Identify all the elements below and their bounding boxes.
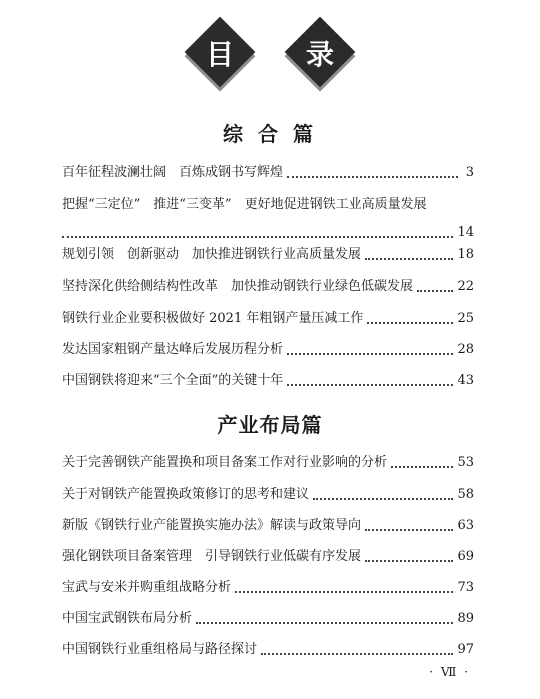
dot-leader <box>367 322 453 324</box>
toc-entry-page: 89 <box>457 611 474 626</box>
title-char-2: 录 <box>305 38 334 71</box>
toc-entry[interactable] <box>62 640 474 660</box>
toc-entry[interactable] <box>62 277 474 297</box>
dot-leader <box>365 258 453 260</box>
toc-entry-page: 43 <box>457 373 474 388</box>
toc-entry[interactable] <box>62 578 474 598</box>
dot-leader <box>196 622 453 624</box>
toc-entry-page: 58 <box>457 487 474 502</box>
toc-entry-title: 中国宝武钢铁布局分析 <box>62 611 193 626</box>
toc-entry-page: 14 <box>457 225 474 240</box>
toc-entry-page: 53 <box>457 455 474 470</box>
toc-entry[interactable] <box>62 245 474 265</box>
dot-leader <box>287 176 458 178</box>
dot-leader <box>365 529 453 531</box>
toc-entry-title: 把握“三定位” 推进“三变革” 更好地促进钢铁工业高质量发展 <box>62 197 427 212</box>
dot-leader <box>287 384 453 386</box>
section-heading-general: 综 合 篇 <box>223 122 317 146</box>
toc-entry-title: 规划引领 创新驱动 加快推进钢铁行业高质量发展 <box>62 247 362 262</box>
toc-entry-title: 发达国家粗钢产量达峰后发展历程分析 <box>62 342 284 357</box>
dot-leader <box>313 498 453 500</box>
dot-leader <box>62 236 453 238</box>
toc-entry-title: 中国钢铁行业重组格局与路径探讨 <box>62 642 258 657</box>
toc-entry-title: 百年征程波澜壮阔 百炼成钢书写辉煌 <box>62 165 284 180</box>
toc-entry-title: 关于完善钢铁产能置换和项目备案工作对行业影响的分析 <box>62 455 388 470</box>
section-heading-industry-layout: 产业布局篇 <box>217 413 323 437</box>
dot-leader <box>235 591 453 593</box>
toc-entry[interactable] <box>62 547 474 567</box>
toc-entry-page: 63 <box>457 518 474 533</box>
toc-entry[interactable] <box>62 309 474 329</box>
toc-entry-page: 28 <box>457 342 474 357</box>
toc-entry-page: 18 <box>457 247 474 262</box>
dot-leader <box>417 290 453 292</box>
toc-entry[interactable] <box>62 609 474 629</box>
toc-title <box>190 22 360 82</box>
toc-entry-page: 3 <box>465 165 474 180</box>
toc-entry[interactable] <box>62 371 474 391</box>
toc-entry[interactable] <box>62 485 474 505</box>
title-char-1: 目 <box>205 38 234 71</box>
toc-entry[interactable] <box>62 163 474 183</box>
dot-leader <box>261 653 453 655</box>
toc-entry-title: 关于对钢铁产能置换政策修订的思考和建议 <box>62 487 310 502</box>
toc-entry[interactable] <box>62 453 474 473</box>
dot-leader <box>365 560 453 562</box>
toc-entry-page: 69 <box>457 549 474 564</box>
toc-entry-title: 钢铁行业企业要积极做好 2021 年粗钢产量压减工作 <box>62 311 364 326</box>
toc-entry[interactable] <box>62 340 474 360</box>
toc-entry-title: 强化钢铁项目备案管理 引导钢铁行业低碳有序发展 <box>62 549 362 564</box>
page-number: · Ⅶ · <box>429 665 470 679</box>
toc-entry-page: 25 <box>457 311 474 326</box>
toc-entry-title: 坚持深化供给侧结构性改革 加快推动钢铁行业绿色低碳发展 <box>62 279 414 294</box>
toc-entry-title: 宝武与安米并购重组战略分析 <box>62 580 232 595</box>
toc-entry[interactable] <box>62 195 474 243</box>
dot-leader <box>391 466 453 468</box>
toc-entry[interactable] <box>62 516 474 536</box>
toc-entry-title: 中国钢铁将迎来“三个全面”的关键十年 <box>62 373 284 388</box>
toc-entry-page: 22 <box>457 279 474 294</box>
toc-entry-page: 73 <box>457 580 474 595</box>
toc-entry-page: 97 <box>457 642 474 657</box>
toc-entry-title: 新版《钢铁行业产能置换实施办法》解读与政策导向 <box>62 518 362 533</box>
dot-leader <box>287 353 453 355</box>
